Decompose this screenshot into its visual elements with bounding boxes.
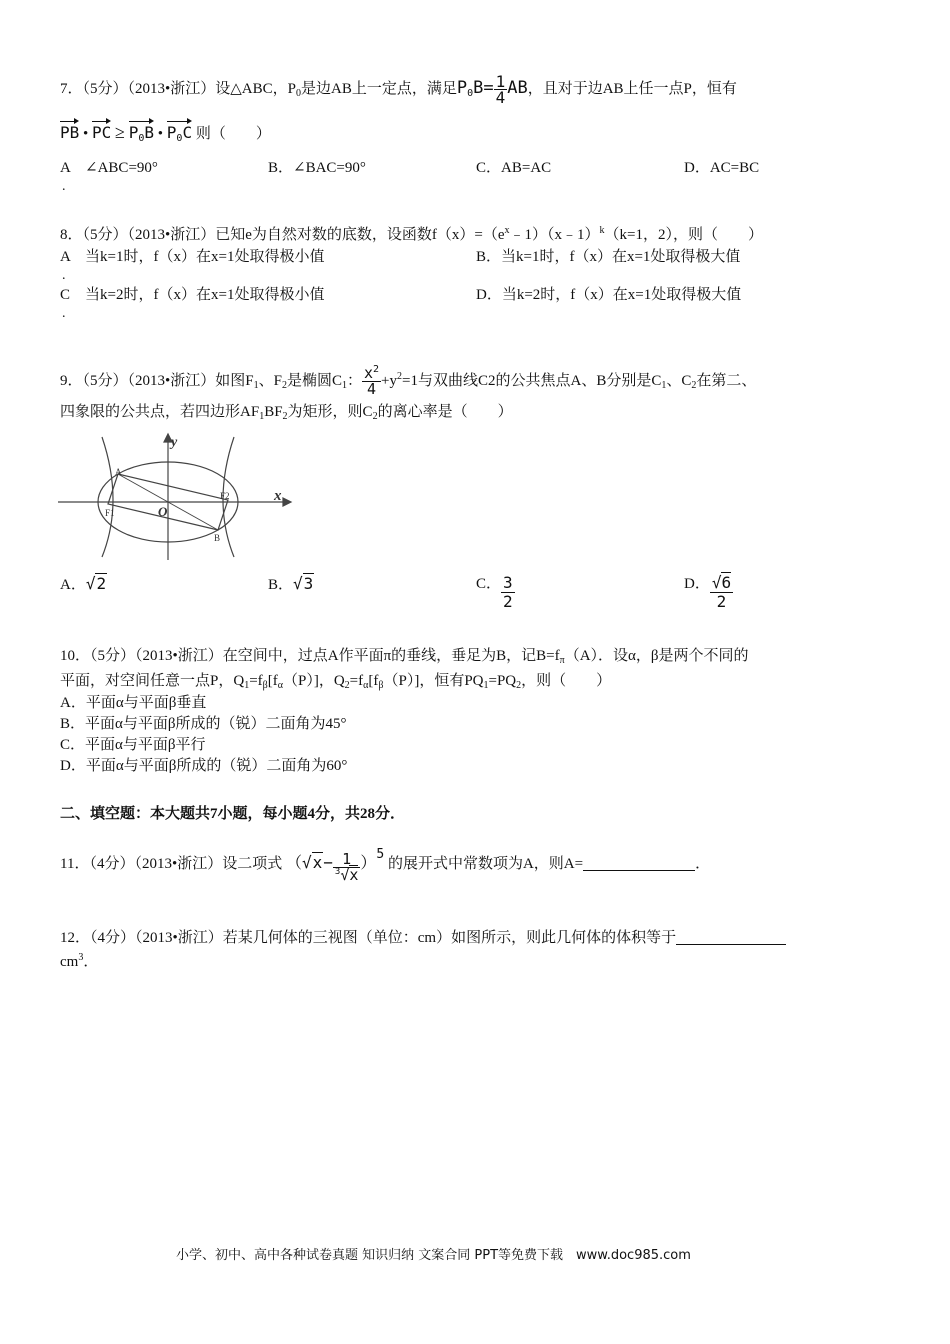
q7-option-b-letter: B．	[268, 160, 294, 176]
q11-frac-n: 1	[333, 852, 360, 868]
q12-stem-line2	[60, 952, 98, 972]
q8-stem	[60, 225, 763, 245]
q7-stem	[60, 74, 737, 105]
q11-root-index: 3	[334, 867, 341, 877]
q9-option-d	[684, 574, 733, 611]
q9-line2-sub-2: 2	[282, 411, 288, 422]
q7-vector-p0c	[167, 123, 192, 143]
q7-option-b-text: ∠BAC=90°	[293, 160, 366, 176]
q9-stem-line2	[60, 402, 513, 422]
q12-unit-cm: cm	[60, 954, 79, 970]
q7-inequality	[60, 122, 271, 144]
page-footer: 小学、初中、高中各种试卷真题 知识归纳 文案合同 PPT等免费下载 www.doc985.com	[176, 1248, 691, 1263]
q9-option-b-letter: B．	[268, 577, 294, 593]
q10-stem	[60, 646, 749, 666]
q9-option-a	[60, 574, 107, 595]
q9-line2-sub-3: 2	[372, 411, 378, 422]
q9-option-c	[476, 574, 515, 611]
q7-frac-n: 1	[495, 72, 506, 91]
q7-dot-1: •	[83, 126, 89, 142]
point-f1-label: F1	[105, 508, 115, 518]
q10-option-a: A．平面α与平面β垂直	[60, 695, 207, 711]
q7-option-d-letter: D．	[684, 160, 710, 176]
q11-end: ．	[695, 856, 711, 872]
q9-line2-c: 为矩形，则C	[287, 404, 373, 420]
q7-vector-p0b	[129, 123, 154, 143]
q9-stem-g: 、C	[666, 372, 692, 389]
q7-prefix: 7．（5分）（2013•浙江）设△ABC，P	[60, 80, 296, 97]
q10-sub-pq2: 2	[516, 680, 522, 691]
q8-stem-b: ﹣1）（x﹣1）	[509, 227, 600, 243]
x-axis-arrow	[283, 498, 291, 506]
q11-exponent: 5	[376, 847, 385, 862]
q8-option-a-dot: .	[62, 268, 66, 283]
q7-p0b-p: P	[456, 77, 468, 98]
q12-sup-3: 3	[78, 952, 84, 963]
q7-ge-sign: ≥	[115, 122, 125, 142]
q10-stem-line2	[60, 671, 611, 691]
q7-option-c-letter: C．	[476, 160, 502, 176]
q7-p0b-sub: 0	[467, 87, 474, 99]
q9-option-c-letter: C．	[476, 576, 502, 592]
q10-l2-c: [f	[267, 673, 278, 689]
q7-vec-p0b-p: P	[128, 123, 139, 142]
q9-stem-f: =1与双曲线C2的公共焦点A、B分别是C	[402, 372, 662, 389]
q7-sub0: 0	[295, 87, 301, 99]
q11-answer-blank[interactable]	[583, 855, 695, 871]
q7-option-b	[268, 158, 366, 178]
q7-option-d-text: AC=BC	[709, 160, 760, 176]
q9-option-d-letter: D．	[684, 576, 710, 592]
x-axis-label: x	[274, 488, 282, 504]
q11-sqrt-x: √x	[301, 853, 323, 872]
q11-left-paren: （	[285, 853, 302, 872]
q10-sub-pi: π	[559, 655, 565, 666]
q10-sub-fb: β	[262, 680, 268, 691]
q8-option-a-text: 当k=1时，f（x）在x=1处取得极小值	[85, 249, 325, 265]
q9-option-b	[268, 574, 314, 595]
q9-option-b-radicand: 3	[303, 574, 314, 593]
q9-stem-h: 在第二、	[696, 372, 757, 389]
q8-stem-a: 8．（5分）（2013•浙江）已知e为自然对数的底数，设函数f（x）=（e	[60, 227, 505, 243]
q9-option-a-radicand: 2	[96, 574, 107, 593]
q10-sub-fa2: α	[363, 680, 369, 691]
q10-l2-h: =PQ	[488, 673, 517, 689]
q7-option-a-dot: .	[62, 179, 66, 194]
q8-option-c-dot: .	[62, 306, 66, 321]
q12-end: ．	[83, 954, 99, 970]
q12-answer-blank[interactable]	[676, 929, 786, 945]
q7-option-c	[476, 158, 551, 178]
q11-frac-d: $^3$√x	[334, 866, 359, 884]
q11-binomial	[285, 847, 385, 884]
q11-prefix: 11．（4分）（2013•浙江）设二项式	[60, 856, 283, 872]
q9-stem-b: 、F	[258, 372, 282, 389]
origin-label: O	[158, 504, 168, 519]
q8-option-b	[476, 247, 740, 267]
hyperbola-left-branch	[102, 437, 113, 557]
q9-option-d-fraction	[710, 574, 733, 611]
q9-line2-sub-1: 1	[259, 411, 265, 422]
q8-option-d-letter: D．	[476, 287, 502, 303]
q10-l2-d: （P）]，Q	[283, 673, 345, 689]
q9-frac-n-x: x	[363, 364, 374, 382]
q7-suffix: ，且对于边AB上任一点P，恒有	[527, 80, 737, 97]
q9-stem-d: ：	[346, 372, 362, 389]
y-axis-label: y	[171, 435, 178, 450]
q11-suffix: 的展开式中常数项为A，则A=	[387, 856, 584, 872]
q10-l2-f: [f	[368, 673, 379, 689]
point-a-label: A	[115, 467, 122, 477]
q7-vec-p0c-p: P	[166, 123, 177, 142]
q10-l2-i: ，则（ ）	[521, 673, 612, 689]
q8-option-d-text: 当k=2时，f（x）在x=1处取得极大值	[501, 287, 742, 303]
q9-sub-5: 2	[691, 379, 697, 391]
q10-line1-a: 10．（5分）（2013•浙江）在空间中，过点A作平面π的垂线，垂足为B，记B=f	[60, 648, 560, 664]
q7-vec-p0b-sub: 0	[138, 133, 145, 144]
q10-sub-q1: 1	[244, 680, 250, 691]
q7-option-d	[684, 158, 759, 178]
q8-option-b-letter: B．	[476, 249, 502, 265]
q8-sup-x: x	[504, 225, 510, 236]
section-2-heading: 二、填空题：本大题共7小题，每小题4分，共28分．	[60, 806, 406, 822]
q9-line2-b: BF	[264, 404, 283, 420]
q7-frac-d: 4	[495, 88, 506, 107]
q11-sqrt-x-radicand: x	[312, 853, 323, 872]
q9-option-d-radicand: 6	[721, 573, 732, 592]
q8-stem-c: （k=1，2），则（ ）	[604, 227, 764, 243]
q9-option-d-n: √6	[711, 573, 732, 592]
q11-cube-root-radicand: x	[349, 866, 359, 884]
q9-frac-n-sup: 2	[373, 364, 380, 375]
q11-minus: −	[323, 853, 333, 872]
q9-stem-e: +y	[381, 372, 398, 389]
q9-option-c-d: 2	[503, 592, 513, 611]
q7-option-a-letter: A	[60, 160, 71, 176]
q8-option-c	[60, 285, 324, 305]
q7-option-a	[60, 158, 158, 178]
q7-dot-2: •	[157, 126, 164, 142]
q8-option-c-text: 当k=2时，f（x）在x=1处取得极小值	[85, 287, 325, 303]
q10-sub-q2: 2	[344, 680, 350, 691]
q10-l2-a: 平面，对空间任意一点P，Q	[60, 673, 245, 689]
q9-option-b-sqrt: √3	[293, 574, 314, 593]
q10-sub-fb2: β	[378, 680, 384, 691]
q10-option-c: C．平面α与平面β平行	[60, 737, 206, 753]
q8-option-d	[476, 285, 741, 305]
q9-sub-1: 1	[253, 379, 259, 391]
q9-line2-a: 四象限的公共点，若四边形AF	[60, 404, 260, 420]
point-f2-label: F2	[220, 491, 230, 501]
q7-vector-pb: PB	[60, 123, 80, 142]
q7-option-c-text: AB=AC	[501, 160, 552, 176]
q9-frac-d: 4	[367, 380, 377, 398]
point-b-label: B	[214, 533, 221, 543]
q7-then: 则（ ）	[195, 126, 271, 142]
q10-option-d: D．平面α与平面β所成的（锐）二面角为60°	[60, 758, 348, 774]
q8-option-c-letter: C	[60, 287, 71, 303]
q9-option-a-letter: A．	[60, 577, 86, 593]
q8-sup-k: k	[599, 225, 605, 236]
q7-option-a-text: ∠ABC=90°	[85, 160, 158, 176]
q7-vector-pc: PC	[92, 123, 112, 142]
q10-l2-e: =f	[349, 673, 364, 689]
q8-option-a	[60, 247, 324, 267]
q9-sub-2: 2	[281, 379, 287, 391]
q8-option-a-letter: A	[60, 249, 71, 265]
q9-option-c-fraction	[501, 574, 515, 611]
q12-stem	[60, 928, 786, 948]
q7-vec-p0c-tail: C	[182, 123, 193, 142]
q9-stem	[60, 366, 756, 397]
q9-sub-3: 1	[341, 379, 347, 391]
q7-b-eq: B=	[473, 77, 494, 98]
q7-fraction	[494, 74, 508, 105]
q11-stem	[60, 847, 711, 884]
q9-sup-2: 2	[397, 370, 403, 382]
q9-sub-4: 1	[661, 379, 667, 391]
q9-stem-c: 是椭圆C	[286, 372, 342, 389]
q9-option-d-d: 2	[716, 592, 727, 611]
q9-option-c-n: 3	[503, 573, 513, 592]
q7-vec-p0b-tail: B	[144, 123, 154, 142]
q10-sub-pq1: 1	[483, 680, 489, 691]
q11-fraction	[333, 852, 360, 883]
q7-p0b	[457, 78, 494, 98]
q9-fraction	[362, 366, 381, 397]
q10-sub-fa: α	[277, 680, 283, 691]
q7-ab: AB	[507, 77, 528, 98]
q9-ellipse-hyperbola-figure	[58, 432, 293, 562]
q10-l2-b: =f	[249, 673, 263, 689]
q10-line1-b: （A）．设α，β是两个不同的	[564, 648, 749, 664]
q9-option-a-sqrt: √2	[85, 574, 107, 593]
q9-line2-d: 的离心率是（ ）	[377, 404, 513, 420]
q7-mid: 是边AB上一定点，满足	[300, 80, 457, 97]
q7-vec-p0c-sub: 0	[176, 133, 183, 144]
q8-option-b-text: 当k=1时，f（x）在x=1处取得极大值	[501, 249, 741, 265]
q12-line1: 12．（4分）（2013•浙江）若某几何体的三视图（单位：cm）如图所示，则此几何体的体积等于	[60, 930, 677, 946]
q11-right-paren: ）	[360, 853, 377, 872]
q10-l2-g: （P）]，恒有PQ	[383, 673, 484, 689]
q9-stem-a: 9．（5分）（2013•浙江）如图F	[60, 372, 254, 389]
q10-option-b: B．平面α与平面β所成的（锐）二面角为45°	[60, 716, 347, 732]
